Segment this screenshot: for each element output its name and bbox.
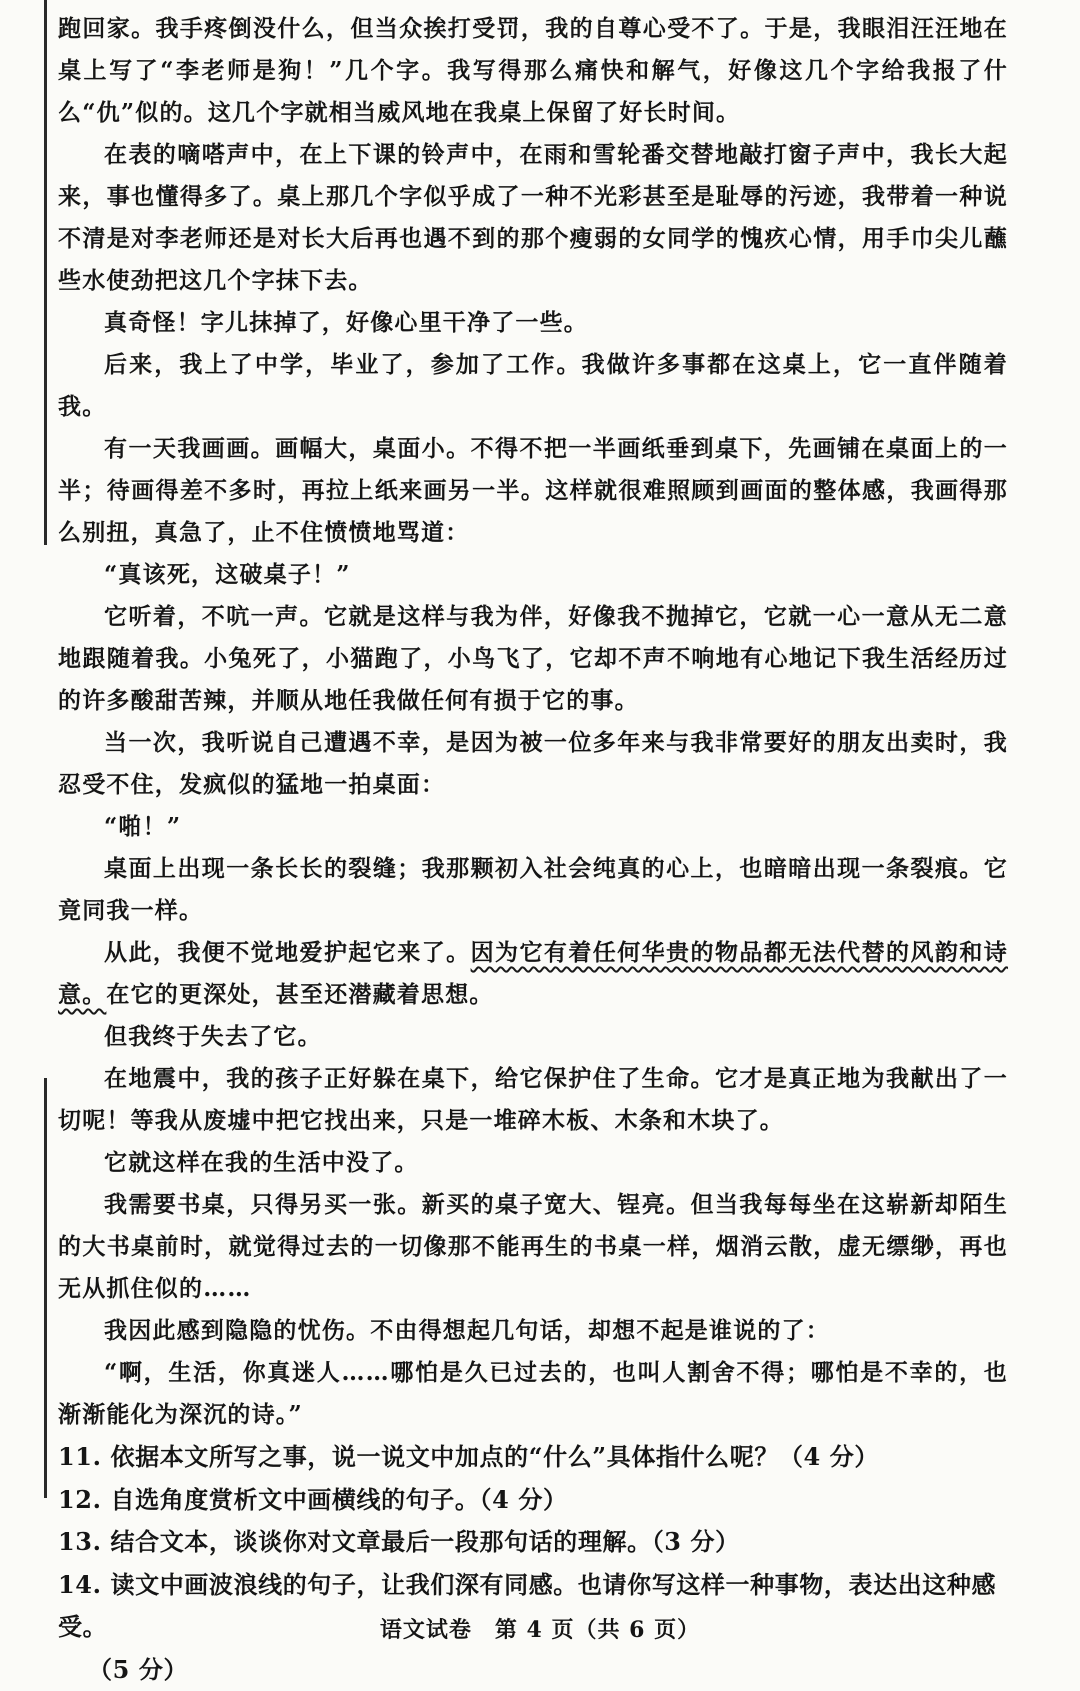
- question-points: （5 分）: [58, 1649, 1008, 1691]
- paragraph: “啊，生活，你真迷人……哪怕是久已过去的，也叫人割舍不得；哪怕是不幸的，也渐渐能化为深沉的诗。”: [58, 1352, 1008, 1436]
- question-text: 14. 读文中画波浪线的句子，让我们深有同感。也请你写这样一种事物，表达出这种感受。: [58, 1570, 996, 1642]
- question-11: 11. 依据本文所写之事，说一说文中加点的“什么”具体指什么呢？（4 分）: [58, 1436, 1008, 1479]
- page-footer: 语文试卷 第 4 页（共 6 页）: [0, 1613, 1080, 1644]
- margin-rule-bottom: [44, 1078, 47, 1498]
- text: 在它的更深处，甚至还潜藏着思想。: [106, 981, 493, 1008]
- question-12: 12. 自选角度赏析文中画横线的句子。（4 分）: [58, 1479, 1008, 1522]
- paragraph: 我需要书桌，只得另买一张。新买的桌子宽大、锃亮。但当我每每坐在这崭新却陌生的大书桌前时，就觉得过去的一切像那不能再生的书桌一样，烟消云散，虚无缥缈，再也无从抓住似的……: [58, 1184, 1008, 1310]
- paragraph: 桌面上出现一条长长的裂缝；我那颗初入社会纯真的心上，也暗暗出现一条裂痕。它竟同我一样。: [58, 848, 1008, 932]
- paragraph: 在表的嘀嗒声中，在上下课的铃声中，在雨和雪轮番交替地敲打窗子声中，我长大起来，事也懂得多了。桌上那几个字似乎成了一种不光彩甚至是耻辱的污迹，我带着一种说不清是对李老师还是对长大后再也遇不到的那个瘦弱的女同学的愧疚心情，用手巾尖儿蘸些水使劲把这几个字抹下去。: [58, 134, 1008, 302]
- paragraph: 但我终于失去了它。: [58, 1016, 1008, 1058]
- margin-rule-top: [44, 0, 47, 545]
- paragraph: 在地震中，我的孩子正好躲在桌下，给它保护住了生命。它才是真正地为我献出了一切呢！等我从废墟中把它找出来，只是一堆碎木板、木条和木块了。: [58, 1058, 1008, 1142]
- paragraph: 有一天我画画。画幅大，桌面小。不得不把一半画纸垂到桌下，先画铺在桌面上的一半；待画得差不多时，再拉上纸来画另一半。这样就很难照顾到画面的整体感，我画得那么别扭，真急了，止不住愤愤地骂道：: [58, 428, 1008, 554]
- question-13: 13. 结合文本，谈谈你对文章最后一段那句话的理解。（3 分）: [58, 1521, 1008, 1564]
- paragraph: 它听着，不吭一声。它就是这样与我为伴，好像我不抛掉它，它就一心一意从无二意地跟随着我。小兔死了，小猫跑了，小鸟飞了，它却不声不响地有心地记下我生活经历过的许多酸甜苦辣，并顺从地任我做任何有损于它的事。: [58, 596, 1008, 722]
- text: 从此，我便不觉地爱护起它来了。: [104, 939, 471, 966]
- wavy-underlined-sentence: 因为它有着任何华贵的物品都无法代替的风韵和诗意。: [58, 939, 1008, 1008]
- paragraph: 真奇怪！字儿抹掉了，好像心里干净了一些。: [58, 302, 1008, 344]
- paragraph: 它就这样在我的生活中没了。: [58, 1142, 1008, 1184]
- paragraph: “啪！”: [58, 806, 1008, 848]
- paragraph: 跑回家。我手疼倒没什么，但当众挨打受罚，我的自尊心受不了。于是，我眼泪汪汪地在桌上写了“李老师是狗！”几个字。我写得那么痛快和解气，好像这几个字给我报了什么“仇”似的。这几个字就相当威风地在我桌上保留了好长时间。: [58, 8, 1008, 134]
- reading-passage: [58, 8, 1008, 1691]
- paragraph: 我因此感到隐隐的忧伤。不由得想起几句话，却想不起是谁说的了：: [58, 1310, 1008, 1352]
- paragraph: “真该死，这破桌子！”: [58, 554, 1008, 596]
- paragraph: 后来，我上了中学，毕业了，参加了工作。我做许多事都在这桌上，它一直伴随着我。: [58, 344, 1008, 428]
- paragraph: 当一次，我听说自己遭遇不幸，是因为被一位多年来与我非常要好的朋友出卖时，我忍受不住，发疯似的猛地一拍桌面：: [58, 722, 1008, 806]
- paragraph-with-wavy-underline: [58, 932, 1008, 1016]
